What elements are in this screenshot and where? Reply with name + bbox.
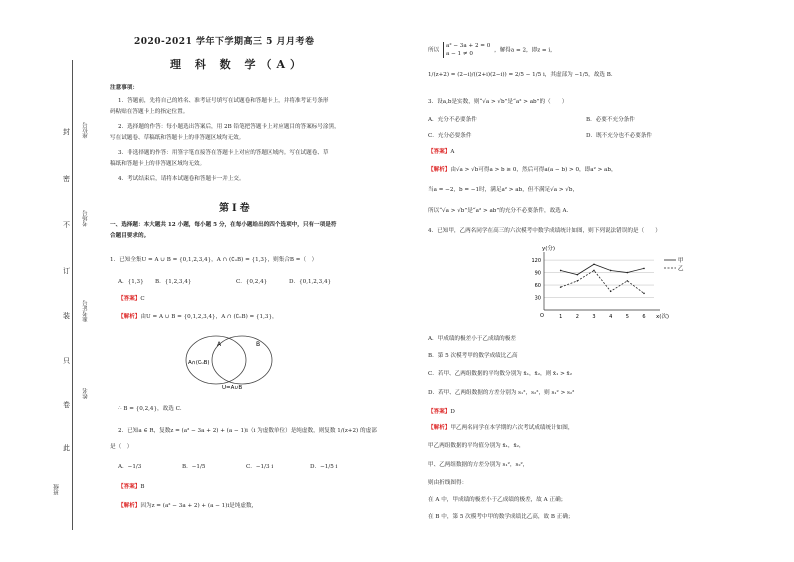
y-tick-label: 30 [534, 295, 541, 302]
q2-solve-line2: 1/(z+2) = (2−i)/((2+i)(2−i)) = 2/5 − 1/5 i，其虚部为 −1/5，故选 B． [428, 72, 617, 78]
field-admission-number: 准考证号 [83, 300, 89, 322]
note-line: 1．答题前，先将自己的姓名、准考证号填写在试题卷和答题卡上，并将准考证号条形 [118, 98, 329, 104]
q4-option-a: A．甲成绩的极差小于乙成绩的极差 [428, 336, 516, 342]
section-intro: 一、选择题：本大题共 12 小题，每小题 5 分，在每小题给出的四个选项中，只有一项是符 [110, 222, 337, 228]
note-line: 4．考试结束后，请将本试题卷和答题卡一并上交。 [118, 176, 245, 182]
x-tick-label: 3 [592, 314, 596, 320]
q4-analysis-line: 则由折线图得： [428, 480, 468, 486]
data-point [627, 272, 629, 274]
q2-option-a: A．−1/3 [118, 464, 142, 470]
q2-answer: 【答案】B [118, 484, 145, 490]
section-intro: 合题目要求的。 [110, 233, 150, 239]
field-class: 班级 [54, 484, 60, 495]
x-tick-label: 6 [642, 314, 646, 320]
q1-option-b: B．{1,2,3,4} [155, 279, 192, 285]
chart-legend [664, 256, 684, 272]
q3-option-c: C．充分必要条件 [428, 133, 472, 139]
field-seat-number: 座位号 [83, 122, 89, 139]
x-tick-label: 5 [625, 314, 629, 320]
chart-series [560, 263, 645, 294]
venn-label-a: A [217, 341, 222, 348]
data-point [627, 280, 629, 282]
seal-char: 密 [63, 175, 70, 183]
q3-analysis-line: 所以“√a > √b”是“a² > ab”的充分不必要条件，故选 A． [428, 208, 573, 214]
seal-line [72, 60, 73, 530]
q2-stem-cont: 是（ ） [110, 444, 133, 450]
q4-analysis-line: 在 B 中，第 5 次模考中甲的数学成绩比乙高，故 B 正确； [428, 514, 574, 520]
subject-title: 理 科 数 学（A） [170, 58, 307, 71]
note-line: 3．非选择题的作答：用签字笔直接答在答题卡上对应的答题区域内。写在试题卷、草 [118, 150, 329, 156]
x-tick-label: 1 [559, 314, 563, 320]
volume-title: 第Ⅰ卷 [219, 203, 253, 214]
q4-option-b: B．第 5 次模考甲的数学成绩比乙高 [428, 353, 518, 359]
data-point [577, 280, 579, 282]
q2-option-c: C．−1/3 i [246, 464, 274, 470]
q2-option-d: D．−1/5 i [310, 464, 338, 470]
y-axis-label: y(分) [542, 246, 556, 252]
origin-label: O [540, 313, 544, 319]
q3-option-a: A．充分不必要条件 [428, 117, 477, 123]
venn-label-b: B [256, 341, 261, 348]
seal-char: 此 [63, 444, 70, 452]
q1-option-a: A．{1,3} [118, 279, 144, 285]
q1-answer: 【答案】C [118, 296, 145, 302]
q1-analysis: 【解析】由U = A ∪ B = {0,1,2,3,4}，A ∩ (∁ᵤB) = {1,3}， [118, 314, 278, 320]
y-tick-label: 120 [531, 258, 541, 265]
x-tick-label: 4 [609, 314, 613, 320]
data-point [610, 270, 612, 272]
legend-label: 乙 [678, 266, 684, 272]
data-point [593, 270, 595, 272]
q4-option-c: C．若甲、乙两组数据的平均数分别为 x̄₁，x̄₂，则 x̄₁ > x̄₂ [428, 371, 572, 377]
note-line: 稿纸和答题卡上的非答题区域均无效。 [110, 161, 206, 167]
q4-analysis: 【解析】甲乙两名同学在本学期的六次考试成绩统计如图， [428, 425, 574, 431]
seal-char: 封 [63, 128, 70, 136]
x-axis-label: x(次) [656, 314, 670, 320]
q4-analysis-line: 在 A 中，甲成绩的极差小于乙成绩的极差，故 A 正确； [428, 497, 567, 503]
q1-option-c: C．{0,2,4} [236, 279, 268, 285]
note-line: 码粘贴在答题卡上的指定位置。 [110, 109, 189, 115]
seal-char: 卷 [63, 401, 70, 409]
seal-char: 订 [63, 267, 70, 275]
q4-stem: 4．已知甲，乙两名同学在高三的六次模考中数学成绩统计如图，则下列说法错误的是（ ） [428, 228, 661, 234]
data-point [610, 290, 612, 292]
q2-stem: 2．已知a ∈ R，复数z = (a² − 3a + 2) + (a − 1)i（i 为虚数单位）是纯虚数，则复数 1/(z+2) 的虚部 [118, 428, 377, 434]
x-tick-label: 2 [575, 314, 579, 320]
y-tick-label: 60 [534, 283, 541, 290]
q3-answer: 【答案】A [428, 149, 455, 155]
field-name: 姓名 [83, 388, 89, 399]
q1-option-d: D．{0,1,2,3,4} [289, 279, 332, 285]
q1-stem: 1．已知全集U = A ∪ B = {0,1,2,3,4}，A ∩ (∁ᵤB) = {1,3}，则集合B =（ ） [110, 257, 318, 263]
data-point [560, 270, 562, 272]
q1-conclusion: ∴ B = {0,2,4}，故选 C． [118, 406, 186, 412]
q2-solve-line1: 所以 a² − 3a + 2 = 0 a − 1 ≠ 0 ，解得a = 2，即z = i， [428, 43, 556, 57]
field-exam-room: 考场号 [83, 210, 89, 227]
page-title: 2020-2021 学年下学期高三 5 月月考卷 [134, 37, 315, 47]
legend-label: 甲 [678, 258, 684, 264]
data-point [643, 293, 645, 295]
q2-analysis: 【解析】因为z = (a² − 3a + 2) + (a − 1)i是纯虚数， [118, 503, 258, 509]
data-point [560, 286, 562, 288]
venn-label-u: U=A∪B [222, 385, 243, 391]
q4-answer: 【答案】D [428, 409, 455, 415]
q4-analysis-line: 甲乙两组数据的平均值分别为 x̄₁，x̄₂， [428, 443, 525, 449]
score-line-chart [520, 246, 700, 332]
q3-option-d: D．既不充分也不必要条件 [586, 133, 653, 139]
q3-option-b: B．必要不充分条件 [586, 117, 635, 123]
seal-char: 不 [63, 221, 70, 229]
note-line: 写在试题卷、草稿纸和答题卡上的非答题区域均无效。 [110, 135, 245, 141]
y-tick-label: 90 [534, 270, 541, 277]
q4-analysis-line: 甲、乙两组数据的方差分别为 s₁²，s₂²， [428, 462, 529, 468]
q3-stem: 3．设a,b是实数，则“√a > √b”是“a² > ab”的（ ） [428, 99, 568, 105]
q2-option-b: B．−1/5 [182, 464, 206, 470]
q4-option-d: D．若甲、乙两组数据的方差分别为 s₁²，s₂²，则 s₁² > s₂² [428, 390, 575, 396]
q3-analysis-line: 当a = −2，b = −1时，满足a² > ab，但不满足√a > √b， [428, 187, 579, 193]
venn-label-inner: A∩(∁ᵤB) [188, 360, 210, 366]
data-point [593, 263, 595, 265]
note-line: 2．选择题的作答：每小题选出答案后，用 2B 铅笔把答题卡上对应题目的答案标号涂黑， [118, 124, 340, 130]
data-point [643, 268, 645, 270]
data-point [577, 274, 579, 276]
seal-char: 只 [63, 357, 70, 365]
notes-heading: 注意事项： [110, 85, 138, 91]
venn-diagram [170, 330, 290, 392]
q3-analysis: 【解析】由√a > √b可得a > b ≥ 0，然后可得a(a − b) > 0，即a² > ab， [428, 167, 617, 173]
seal-char: 装 [63, 312, 70, 320]
series-line-甲 [561, 264, 644, 274]
